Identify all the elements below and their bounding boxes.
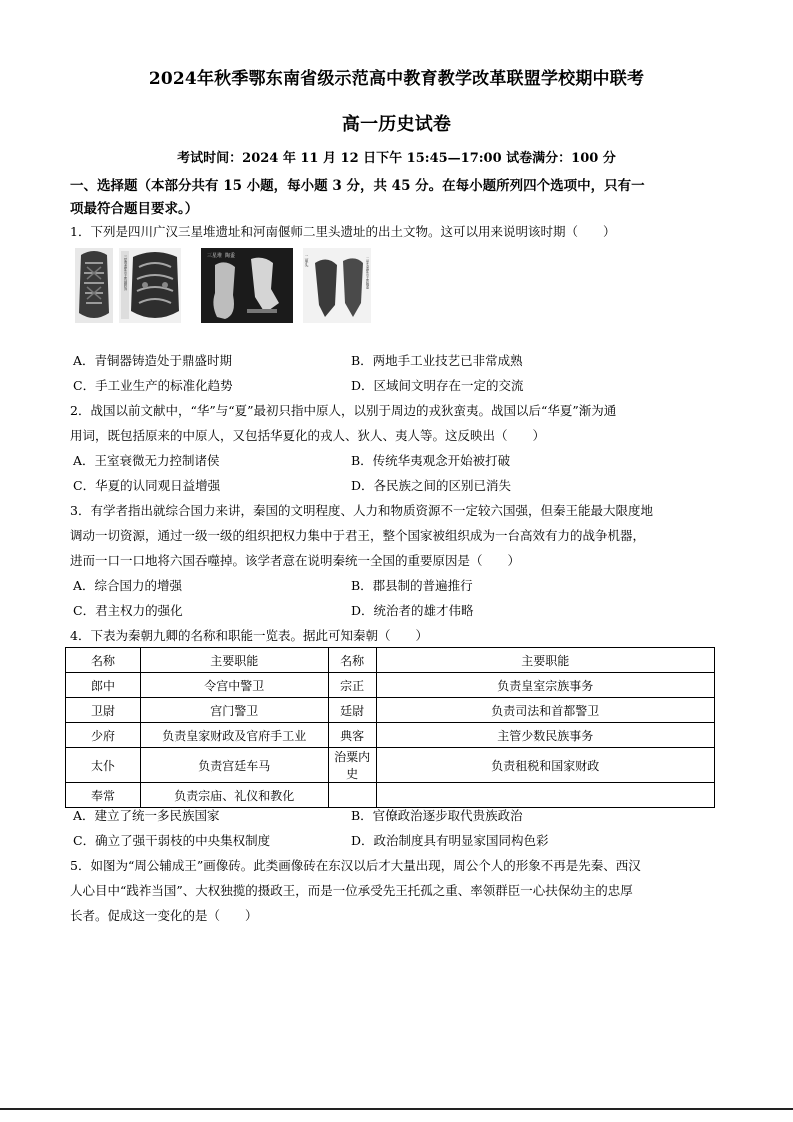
table-cell: 典客 xyxy=(328,723,376,748)
q4-option-b: B．官僚政治逐步取代贵族政治 xyxy=(351,808,523,823)
q2-option-a: A．王室衰微无力控制诸侯 xyxy=(73,453,220,468)
q4-option-a: A．建立了统一多民族国家 xyxy=(73,808,220,823)
photo-caption-4: 二里头 xyxy=(304,255,310,267)
table-header-cell: 主要职能 xyxy=(140,648,328,673)
artifact-photo-1 xyxy=(75,248,113,323)
photo-caption-3b: 陶盉 xyxy=(225,253,236,259)
question-1-text: 1．下列是四川广汉三星堆遗址和河南偃师二里头遗址的出土文物。这可以用来说明该时期（ ） xyxy=(70,224,616,239)
table-cell xyxy=(376,783,714,808)
table-cell: 卫尉 xyxy=(66,698,141,723)
table-cell: 负责租税和国家财政 xyxy=(376,748,714,783)
table-cell: 奉常 xyxy=(66,783,141,808)
q2-option-b: B．传统华夷观念开始被打破 xyxy=(351,453,511,468)
table-row xyxy=(66,698,715,723)
table-cell: 负责皇室宗族事务 xyxy=(376,673,714,698)
artifact-photo-3 xyxy=(201,248,293,323)
question-3-line-2: 调动一切资源，通过一级一级的组织把权力集中于君王，整个国家被组织成为一台高效有力的战争机器， xyxy=(70,528,646,543)
question-5-line-1: 5．如图为“周公辅成王”画像砖。此类画像砖在东汉以后才大量出现，周公个人的形象不再是先秦、西汉 xyxy=(70,858,641,873)
exam-info: 考试时间：2024 年 11 月 12 日下午 15:45—17:00 试卷满分：100 分 xyxy=(177,151,616,166)
table-cell: 负责司法和首都警卫 xyxy=(376,698,714,723)
table-header-row xyxy=(66,648,715,673)
table-cell: 主管少数民族事务 xyxy=(376,723,714,748)
table-row xyxy=(66,673,715,698)
artifact-photo-2 xyxy=(119,248,181,323)
photo-caption-5: 二里头遗址出土的陶盉 xyxy=(365,257,369,289)
exam-subtitle: 高一历史试卷 xyxy=(341,114,452,135)
table-cell xyxy=(328,783,376,808)
q3-option-c: C．君主权力的强化 xyxy=(73,603,183,618)
table-row xyxy=(66,748,715,783)
table-cell: 负责宫廷车马 xyxy=(140,748,328,783)
q1-option-c: C．手工业生产的标准化趋势 xyxy=(73,378,233,393)
table-row xyxy=(66,723,715,748)
q1-option-b: B．两地手工业技艺已非常成熟 xyxy=(351,353,523,368)
question-3-line-3: 进而一口一口地将六国吞噬掉。该学者意在说明秦统一全国的重要原因是（ ） xyxy=(70,553,521,568)
question-3-line-1: 3．有学者指出就综合国力来讲，秦国的文明程度、人力和物质资源不一定较六国强，但秦王能最大限度地 xyxy=(70,503,653,518)
table-cell: 郎中 xyxy=(66,673,141,698)
question-2-line-2: 用词，既包括原来的中原人，又包括华夏化的戎人、狄人、夷人等。这反映出（ ） xyxy=(70,428,546,443)
q2-option-d: D．各民族之间的区别已消失 xyxy=(351,478,512,493)
page-bottom-rule xyxy=(0,1108,793,1110)
table-cell: 负责皇家财政及官府手工业 xyxy=(140,723,328,748)
q2-option-c: C．华夏的认同观日益增强 xyxy=(73,478,221,493)
nine-ministers-table xyxy=(65,647,715,808)
table-cell: 太仆 xyxy=(66,748,141,783)
artifact-photos xyxy=(75,245,375,330)
section-heading-line-1: 一、选择题（本部分共有 15 小题，每小题 3 分，共 45 分。在每小题所列四个选项中，只有一 xyxy=(70,178,645,194)
table-cell: 宫门警卫 xyxy=(140,698,328,723)
table-cell: 令宫中警卫 xyxy=(140,673,328,698)
table-cell: 负责宗庙、礼仪和教化 xyxy=(140,783,328,808)
photo-caption-1: 三星堆遗址出土的铜牌饰 xyxy=(123,255,127,291)
q3-option-a: A．综合国力的增强 xyxy=(73,578,183,593)
table-header-cell: 名称 xyxy=(66,648,141,673)
table-cell: 宗正 xyxy=(328,673,376,698)
q4-option-d: D．政治制度具有明显家国同构色彩 xyxy=(351,833,549,848)
table-row xyxy=(66,783,715,808)
exam-title: 2024年秋季鄂东南省级示范高中教育教学改革联盟学校期中联考 xyxy=(148,69,645,89)
table-cell: 治粟内史 xyxy=(328,748,376,783)
question-5-line-3: 长者。促成这一变化的是（ ） xyxy=(70,908,258,923)
q1-option-d: D．区域间文明存在一定的交流 xyxy=(351,378,524,393)
q4-option-c: C．确立了强干弱枝的中央集权制度 xyxy=(73,833,271,848)
section-heading-line-2: 项最符合题目要求。） xyxy=(70,201,199,217)
question-4-text: 4．下表为秦朝九卿的名称和职能一览表。据此可知秦朝（ ） xyxy=(70,628,428,643)
table-header-cell: 名称 xyxy=(328,648,376,673)
question-2-line-1: 2．战国以前文献中，“华”与“夏”最初只指中原人，以别于周边的戎狄蛮夷。战国以后“华夏”渐为通 xyxy=(70,403,617,418)
table-header-cell: 主要职能 xyxy=(376,648,714,673)
photo-caption-3a: 三星堆 xyxy=(207,253,223,259)
question-5-line-2: 人心目中“践祚当国”、大权独揽的摄政王，而是一位承受先王托孤之重、率领群臣一心扶保幼主的忠厚 xyxy=(70,883,633,898)
table-cell: 少府 xyxy=(66,723,141,748)
table-cell: 廷尉 xyxy=(328,698,376,723)
artifact-photo-4 xyxy=(303,248,371,323)
q3-option-b: B．郡县制的普遍推行 xyxy=(351,578,473,593)
q1-option-a: A．青铜器铸造处于鼎盛时期 xyxy=(73,353,233,368)
q3-option-d: D．统治者的雄才伟略 xyxy=(351,603,474,618)
